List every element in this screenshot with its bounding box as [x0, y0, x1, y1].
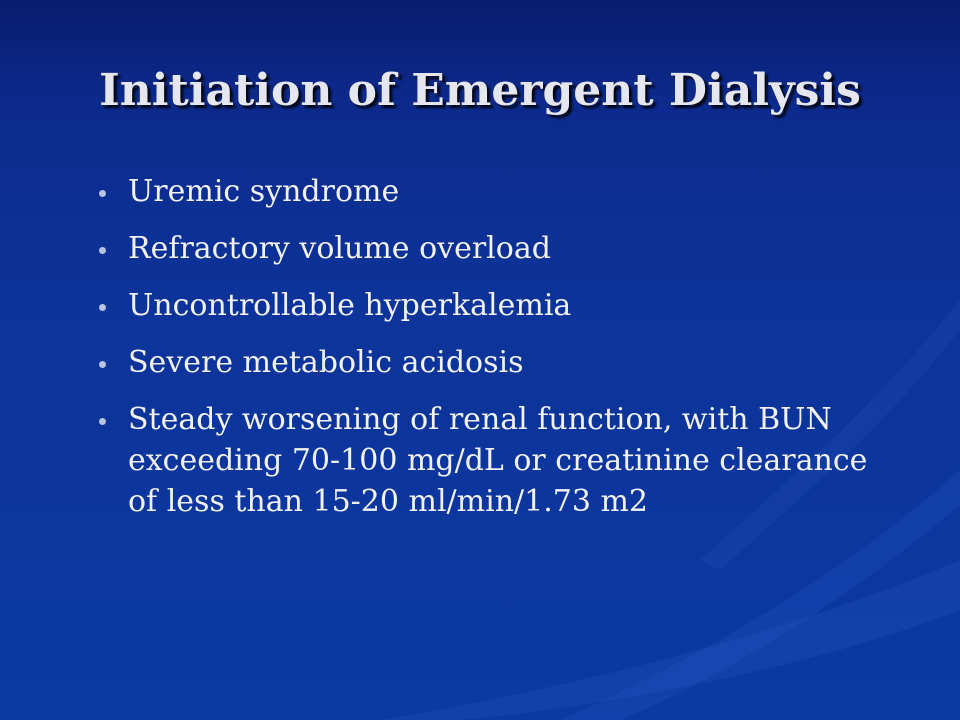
bullet-text: Steady worsening of renal function, with BUN exceeding 70-100 mg/dL or creatinine clearance of less than 15-20 ml/min/1.73 m2: [128, 402, 868, 519]
bullet-text: Refractory volume overload: [128, 231, 551, 266]
bullet-dot-icon: [99, 190, 106, 197]
bullet-text: Uncontrollable hyperkalemia: [128, 288, 572, 323]
bullet-item: [96, 228, 896, 269]
bullet-dot-icon: [99, 418, 106, 425]
bullet-item: [96, 342, 896, 383]
bullet-text: Severe metabolic acidosis: [128, 345, 524, 380]
bullet-item: [96, 285, 896, 326]
slide-title: Initiation of Emergent Dialysis: [99, 65, 861, 116]
bullet-item: [96, 399, 896, 522]
bullet-dot-icon: [99, 304, 106, 311]
bullet-dot-icon: [99, 247, 106, 254]
bullet-item: [96, 171, 896, 212]
bullet-list: [96, 171, 896, 538]
bullet-text: Uremic syndrome: [128, 174, 400, 209]
bullet-dot-icon: [99, 361, 106, 368]
